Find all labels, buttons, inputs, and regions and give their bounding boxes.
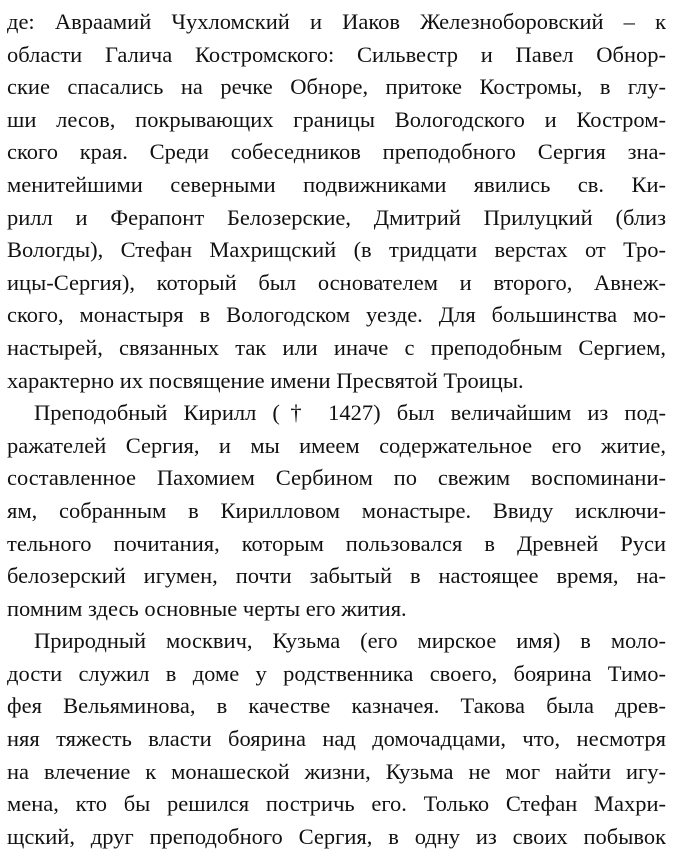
text-line: фея Вельяминова, в качестве казначея. Такова была древ-: [7, 693, 666, 719]
text-line: Преподобный Кирилл († 1427) был величайшим из под-: [34, 400, 666, 426]
paragraph-1: [7, 6, 666, 397]
text-line: Вологды), Стефан Махрищский (в тридцати верстах от Тро-: [7, 237, 666, 263]
text-line: настырей, связанных так или иначе с преподобным Сергием,: [7, 334, 666, 360]
text-line: менитейшими северными подвижниками явились св. Ки-: [7, 171, 666, 197]
paragraph-2: [7, 397, 666, 625]
text-line: дости служил в доме у родственника своего, боярина Тимо-: [7, 660, 666, 686]
text-line: на влечение к монашеской жизни, Кузьма не мог найти игу-: [7, 758, 666, 784]
text-line: ши лесов, покрывающих границы Вологодского и Костром-: [7, 106, 666, 132]
text-line: ицы-Сергия), который был основателем и второго, Авнеж-: [7, 269, 666, 295]
text-line: белозерский игумен, почти забытый в настоящее время, на-: [7, 563, 666, 589]
text-line: помним здесь основные черты его жития.: [7, 595, 407, 621]
text-line: характерно их посвящение имени Пресвятой Троицы.: [7, 367, 524, 393]
paragraph-3: [7, 625, 666, 853]
text-line: щский, друг преподобного Сергия, в одну из своих побывок: [7, 823, 666, 849]
text-line: ям, собранным в Кирилловом монастыре. Ввиду исключи-: [7, 497, 666, 523]
text-line: ского, монастыря в Вологодском уезде. Для большинства мо-: [7, 302, 666, 328]
text-line: де: Авраамий Чухломский и Иаков Железноборовский – к: [7, 9, 666, 34]
text-line: ские спасались на речке Обноре, притоке Костромы, в глу-: [7, 74, 666, 100]
text-line: тельного почитания, которым пользовался в Древней Руси: [7, 530, 666, 556]
text-line: области Галича Костромского: Сильвестр и Павел Обнор-: [7, 41, 666, 67]
text-line: рилл и Ферапонт Белозерские, Дмитрий Прилуцкий (близ: [7, 204, 666, 230]
text-line: Природный москвич, Кузьма (его мирское имя) в моло-: [34, 628, 666, 654]
text-line: ского края. Среди собеседников преподобного Сергия зна-: [7, 139, 666, 165]
text-line: мена, кто бы решился постричь его. Только Стефан Махри-: [7, 791, 666, 817]
text-line: няя тяжесть власти боярина над домочадцами, что, несмотря: [7, 726, 666, 752]
text-line: составленное Пахомием Сербином по свежим воспоминани-: [7, 465, 666, 491]
text-line: ражателей Сергия, и мы имеем содержательное его житие,: [7, 432, 666, 458]
